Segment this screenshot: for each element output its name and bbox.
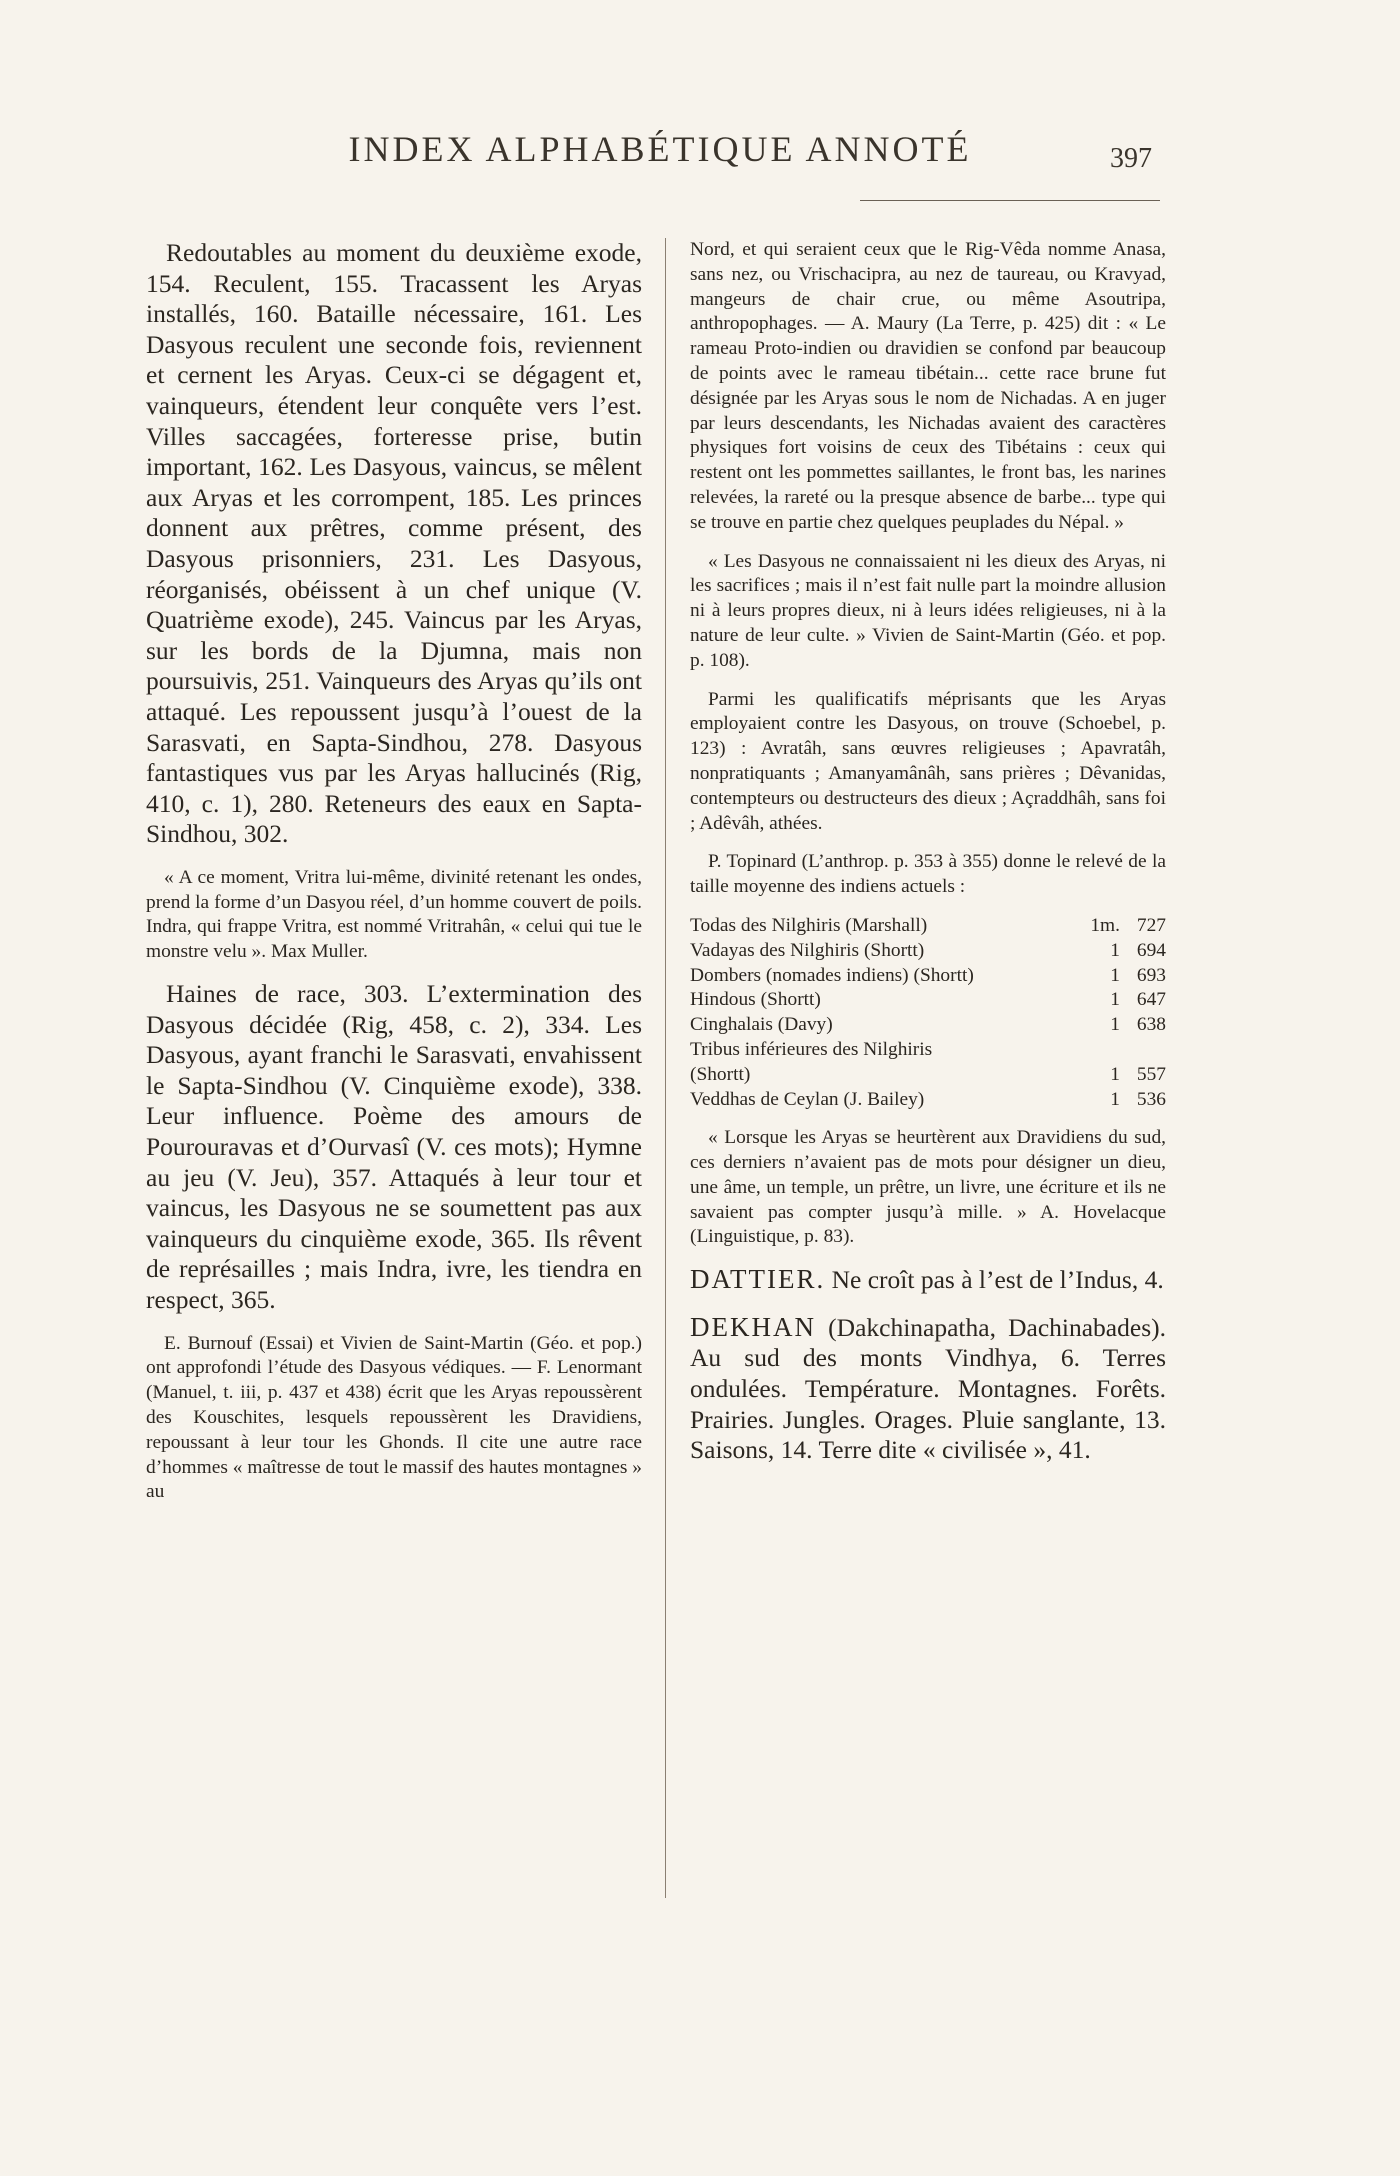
entry-head-dekhan: DEKHAN bbox=[690, 1311, 816, 1342]
maury-note: Nord, et qui seraient ceux que le Rig-Vêda nomme Anasa, sans nez, ou Vrischacipra, au nez de taureau, ou Kravyad, mangeurs de chair crue, ou même Asoutripa, anthropophages. — A. Maury (La Terre, p. 425) dit : « Le rameau Proto-indien ou dravidien se confond par beaucoup de points avec le rameau tibétain... cette race brune fut désignée par les Aryas sous le nom de Nichadas. A en juger par leurs descendants, les Nichadas avaient des caractères physiques fort voisins de ceux des Tibétains : ceux qui restent ont les pommettes saillantes, le front bas, les narines relevées, la rareté ou la presque absence de barbe... type qui se trouve en partie chez quelques peuplades du Népal. » bbox=[690, 239, 1166, 533]
table-cell-label: Dombers (nomades indiens) (Shortt) bbox=[690, 964, 974, 986]
hovelacque-quote: « Lorsque les Aryas se heurtèrent aux Dravidiens du sud, ces derniers n’avaient pas de mots pour désigner un dieu, une âme, un temple, un prêtre, un livre, une écriture et ils ne savaient pas compter jusqu’à mille. » A. Hovelacque (Linguistique, p. 83). bbox=[690, 1127, 1166, 1248]
table-cell-num: 1 bbox=[1110, 964, 1120, 986]
topinard-note: P. Topinard (L’anthrop. p. 353 à 355) donne le relevé de la taille moyenne des indiens actuels : bbox=[690, 851, 1166, 898]
entry-text-dekhan: (Dakchinapatha, Dachinabades). Au sud des monts Vindhya, 6. Terres ondulées. Température. Montagnes. Forêts. Prairies. Jungles. Orages. Pluie sanglante, 13. Saisons, 14. Terre dite « civilisée », 41. bbox=[690, 1312, 1166, 1465]
saint-martin-quote: « Les Dasyous ne connaissaient ni les dieux des Aryas, ni les sacrifices ; mais il n’est fait nulle part la moindre allusion ni à leurs propres dieux, ni à leurs idées religieuses, ni à la nature de leur culte. » Vivien de Saint-Martin (Géo. et pop. p. 108). bbox=[690, 550, 1166, 671]
max-muller-quote: « A ce moment, Vritra lui-même, divinité retenant les ondes, prend la forme d’un Dasyou réel, d’un homme couvert de poils. Indra, qui frappe Vritra, est nommé Vritrahân, « celui qui tue le monstre velu ». Max Muller. bbox=[146, 866, 642, 963]
table-cell-num: 1m. bbox=[1090, 914, 1120, 936]
table-cell-label: Cinghalais (Davy) bbox=[690, 1014, 833, 1036]
running-header-title: INDEX ALPHABÉTIQUE ANNOTÉ bbox=[348, 129, 972, 169]
table-cell-num: 1 bbox=[1110, 989, 1120, 1011]
entry-dekhan bbox=[690, 1312, 1166, 1466]
table-cell-label: Veddhas de Ceylan (J. Bailey) bbox=[690, 1088, 925, 1110]
entry-head-dattier: DATTIER. bbox=[690, 1264, 826, 1295]
table-cell-num: 1 bbox=[1110, 1014, 1120, 1036]
table-cell-val: 638 bbox=[1136, 1014, 1166, 1036]
right-column bbox=[690, 238, 1166, 1482]
table-cell-label: Todas des Nilghiris (Marshall) bbox=[690, 914, 928, 936]
table-cell-label: (Shortt) bbox=[690, 1063, 751, 1085]
entry-dattier bbox=[690, 1264, 1166, 1296]
table-cell-val bbox=[1120, 1038, 1166, 1063]
table-row bbox=[690, 1013, 1166, 1038]
dasyous-paragraph-2: Haines de race, 303. L’extermination des Dasyous décidée (Rig, 458, c. 2), 334. Les Dasyous, ayant franchi le Sarasvati, envahissent le Sapta-Sindhou (V. Cinquième exode), 338. Leur influence. Poème des amours de Pourouravas et d’Ourvasî (V. ces mots); Hymne au jeu (V. Jeu), 357. Attaqués à leur tour et vaincus, les Dasyous ne se soumettent pas aux vainqueurs du cinquième exode, 365. Ils rêvent de représailles ; mais Indra, ivre, les tiendra en respect, 365. bbox=[146, 979, 642, 1314]
header-rule bbox=[860, 200, 1160, 201]
table-row bbox=[690, 1088, 1166, 1113]
table-cell-num: 1 bbox=[1110, 1088, 1120, 1110]
table-cell-val: 557 bbox=[1136, 1063, 1166, 1085]
table-cell-val: 536 bbox=[1136, 1088, 1166, 1110]
left-column bbox=[146, 238, 642, 1519]
table-row bbox=[690, 1038, 1166, 1063]
table-cell-label: Vadayas des Nilghiris (Shortt) bbox=[690, 939, 925, 961]
schoebel-note: Parmi les qualificatifs méprisants que les Aryas employaient contre les Dasyous, on trouve (Schoebel, p. 123) : Avratâh, sans œuvres religieuses ; Apavratâh, nonpratiquants ; Amanyamânâh, sans prières ; Dêvanidas, contempteurs ou destructeurs des dieux ; Açraddhâh, sans foi ; Adêvâh, athées. bbox=[690, 688, 1166, 834]
table-cell-val: 693 bbox=[1136, 964, 1166, 986]
table-row bbox=[690, 988, 1166, 1013]
page-number: 397 bbox=[1110, 143, 1152, 174]
table-row bbox=[690, 939, 1166, 964]
table-cell-num: 1 bbox=[1110, 1063, 1120, 1085]
dasyous-paragraph-1: Redoutables au moment du deuxième exode, 154. Reculent, 155. Tracassent les Aryas installés, 160. Bataille nécessaire, 161. Les Dasyous reculent une seconde fois, reviennent et cernent les Aryas. Ceux-ci se dégagent et, vainqueurs, étendent leur conquête vers l’est. Villes saccagées, forteresse prise, butin important, 162. Les Dasyous, vaincus, se mêlent aux Aryas et les corrompent, 185. Les princes donnent aux prêtres, comme présent, des Dasyous prisonniers, 231. Les Dasyous, réorganisés, obéissent à un chef unique (V. Quatrième exode), 245. Vaincus par les Aryas, sur les bords de la Djumna, mais non poursuivis, 251. Vainqueurs des Aryas qu’ils ont attaqué. Les repoussent jusqu’à l’ouest de la Sarasvati, en Sapta-Sindhou, 278. Dasyous fantastiques vus par les Aryas hallucinés (Rig, 410, c. 1), 280. Reteneurs des eaux en Sapta-Sindhou, 302. bbox=[146, 238, 642, 849]
height-table bbox=[690, 914, 1166, 1112]
table-cell-val: 694 bbox=[1136, 939, 1166, 961]
table-cell-val: 647 bbox=[1136, 989, 1166, 1011]
table-cell-label: Tribus inférieures des Nilghiris bbox=[690, 1038, 933, 1060]
table-cell-label: Hindous (Shortt) bbox=[690, 989, 821, 1011]
table-cell-num bbox=[1090, 1038, 1120, 1063]
burnouf-note: E. Burnouf (Essai) et Vivien de Saint-Martin (Géo. et pop.) ont approfondi l’étude des Dasyous védiques. — F. Lenormant (Manuel, t. iii, p. 437 et 438) écrit que les Aryas repoussèrent des Kouschites, lesquels repoussèrent les Dravidiens, repoussant à leur tour les Ghonds. Il cite une autre race d’hommes « maîtresse de tout le massif des hautes montagnes » au bbox=[146, 1332, 642, 1503]
table-row bbox=[690, 964, 1166, 989]
column-divider bbox=[665, 238, 666, 1898]
table-cell-val: 727 bbox=[1136, 914, 1166, 936]
entry-text-dattier: Ne croît pas à l’est de l’Indus, 4. bbox=[831, 1265, 1164, 1295]
table-cell-num: 1 bbox=[1110, 939, 1120, 961]
table-row bbox=[690, 914, 1166, 939]
table-row bbox=[690, 1063, 1166, 1088]
